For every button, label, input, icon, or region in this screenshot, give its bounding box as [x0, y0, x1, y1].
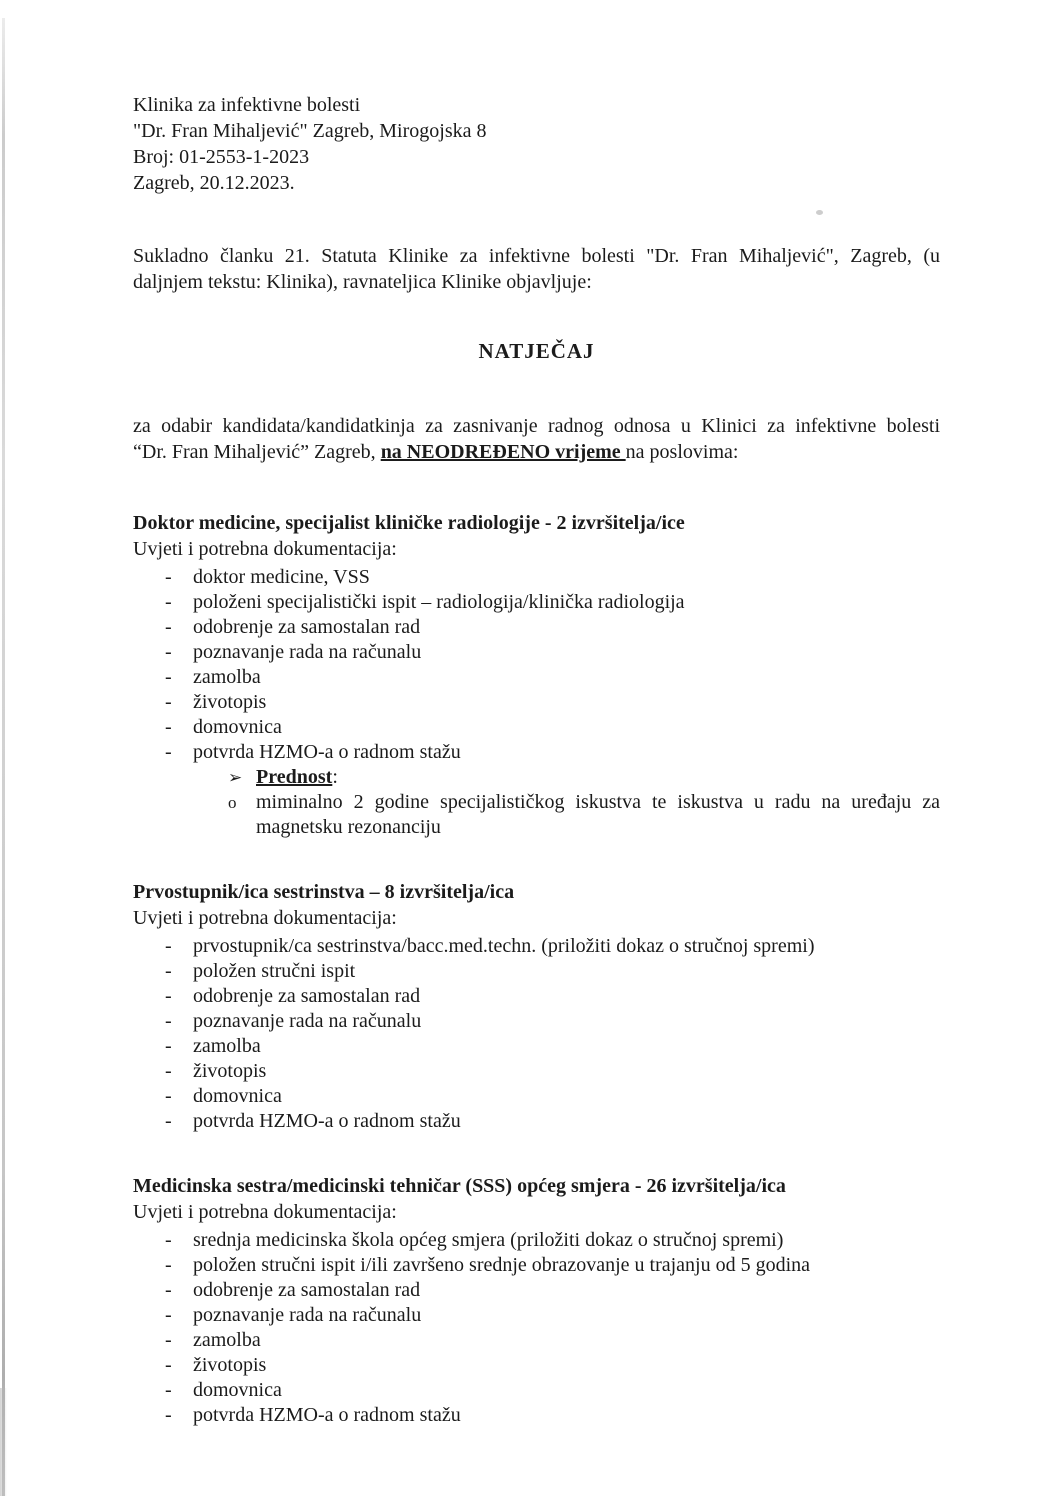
requirement-item — [133, 1378, 940, 1403]
document-title: NATJEČAJ — [478, 339, 595, 363]
dash-bullet: - — [165, 1329, 172, 1351]
advantage-block — [228, 765, 940, 840]
advantage-label-wrap — [256, 765, 338, 790]
requirement-text: poznavanje rada na računalu — [193, 1304, 422, 1326]
dash-bullet: - — [165, 935, 172, 957]
dash-bullet: - — [165, 641, 172, 663]
job-title-heading: Medicinska sestra/medicinski tehničar (SSS) općeg smjera - 26 izvršitelja/ica — [133, 1175, 786, 1197]
requirement-item — [133, 1353, 940, 1378]
requirement-item — [133, 1034, 940, 1059]
requirement-item — [133, 740, 940, 765]
requirement-text: odobrenje za samostalan rad — [193, 616, 421, 638]
requirement-text: položen stručni ispit — [193, 960, 356, 982]
job-section — [133, 510, 940, 840]
advantage-text-line-1: miminalno 2 godine specijalističkog iskustva te iskustva u radu na uređaju za — [256, 791, 940, 813]
requirement-item — [133, 1328, 940, 1353]
letterhead-date: Zagreb, 20.12.2023. — [133, 172, 295, 194]
dash-bullet: - — [165, 1354, 172, 1376]
job-sections — [133, 510, 940, 1428]
dash-bullet: - — [165, 691, 172, 713]
dash-bullet: - — [165, 1404, 172, 1426]
job-section — [133, 879, 940, 1134]
dash-bullet: - — [165, 716, 172, 738]
advantage-colon: : — [332, 766, 338, 788]
requirement-text: zamolba — [193, 1035, 261, 1057]
dash-bullet: - — [165, 741, 172, 763]
subject-line-2-suffix: na poslovima: — [625, 441, 739, 463]
requirement-text: životopis — [193, 1354, 267, 1376]
requirement-text: doktor medicine, VSS — [193, 566, 370, 588]
dash-bullet: - — [165, 1254, 172, 1276]
arrow-bullet-icon: ➢ — [228, 768, 243, 787]
requirement-text: životopis — [193, 1060, 267, 1082]
requirements-intro: Uvjeti i potrebna dokumentacija: — [133, 1201, 397, 1223]
dash-bullet: - — [165, 1229, 172, 1251]
requirement-text: odobrenje za samostalan rad — [193, 985, 421, 1007]
requirement-item — [133, 615, 940, 640]
requirement-item — [133, 1253, 940, 1278]
dash-bullet: - — [165, 1279, 172, 1301]
requirement-item — [133, 1084, 940, 1109]
requirement-text: životopis — [193, 691, 267, 713]
letterhead-address: "Dr. Fran Mihaljević" Zagreb, Mirogojska 8 — [133, 120, 487, 142]
advantage-item — [228, 790, 940, 840]
subject-line-2 — [133, 439, 940, 465]
requirement-text: prvostupnik/ca sestrinstva/bacc.med.techn. (priložiti dokaz o stručnoj spremi) — [193, 935, 815, 957]
requirement-text: domovnica — [193, 716, 282, 738]
requirement-item — [133, 1109, 940, 1134]
dash-bullet: - — [165, 985, 172, 1007]
requirements-list — [133, 1228, 940, 1428]
job-section — [133, 1173, 940, 1428]
requirement-item — [133, 565, 940, 590]
requirement-text: domovnica — [193, 1379, 282, 1401]
requirement-item — [133, 1303, 940, 1328]
requirement-text: poznavanje rada na računalu — [193, 1010, 422, 1032]
dash-bullet: - — [165, 1304, 172, 1326]
job-title-heading: Doktor medicine, specijalist kliničke radiologije - 2 izvršitelja/ice — [133, 512, 685, 534]
requirements-list — [133, 565, 940, 765]
advantage-label: Prednost — [256, 766, 333, 788]
requirement-text: zamolba — [193, 1329, 261, 1351]
letterhead-institution: Klinika za infektivne bolesti — [133, 94, 361, 116]
requirement-text: potvrda HZMO-a o radnom stažu — [193, 741, 461, 763]
dash-bullet: - — [165, 1060, 172, 1082]
advantage-heading — [228, 765, 940, 790]
subject-line-1: za odabir kandidata/kandidatkinja za zasnivanje radnog odnosa u Klinici za infektivne bolesti — [133, 415, 940, 437]
document-content — [133, 92, 940, 1428]
requirement-text: položeni specijalistički ispit – radiologija/klinička radiologija — [193, 591, 685, 613]
requirement-item — [133, 1228, 940, 1253]
requirements-list — [133, 934, 940, 1134]
circle-bullet-icon: o — [228, 793, 237, 812]
requirement-item — [133, 690, 940, 715]
requirement-text: zamolba — [193, 666, 261, 688]
dash-bullet: - — [165, 591, 172, 613]
dash-bullet: - — [165, 666, 172, 688]
letterhead — [133, 92, 940, 196]
requirement-text: potvrda HZMO-a o radnom stažu — [193, 1110, 461, 1132]
job-title-heading: Prvostupnik/ica sestrinstva – 8 izvršitelja/ica — [133, 881, 515, 903]
scan-edge-artifact-dark — [0, 1388, 7, 1496]
dash-bullet: - — [165, 616, 172, 638]
advantage-text-line-2: magnetsku rezonanciju — [256, 816, 441, 838]
subject-line-2-prefix: “Dr. Fran Mihaljević” Zagreb, — [133, 441, 381, 463]
intro-line-1: Sukladno članku 21. Statuta Klinike za infektivne bolesti "Dr. Fran Mihaljević", Zagreb, (u — [133, 245, 940, 267]
advantage-text — [256, 790, 940, 840]
intro-paragraph — [133, 243, 940, 295]
requirement-text: odobrenje za samostalan rad — [193, 1279, 421, 1301]
requirement-item — [133, 1278, 940, 1303]
intro-line-2: daljnjem tekstu: Klinika), ravnateljica Klinike objavljuje: — [133, 271, 592, 293]
requirement-item — [133, 984, 940, 1009]
requirement-item — [133, 934, 940, 959]
requirements-intro: Uvjeti i potrebna dokumentacija: — [133, 907, 397, 929]
scan-edge-artifact — [2, 18, 5, 1496]
requirements-intro: Uvjeti i potrebna dokumentacija: — [133, 538, 397, 560]
requirement-text: položen stručni ispit i/ili završeno srednje obrazovanje u trajanju od 5 godina — [193, 1254, 811, 1276]
requirement-text: domovnica — [193, 1085, 282, 1107]
requirement-item — [133, 959, 940, 984]
requirement-text: potvrda HZMO-a o radnom stažu — [193, 1404, 461, 1426]
dash-bullet: - — [165, 1035, 172, 1057]
requirement-item — [133, 715, 940, 740]
requirement-item — [133, 1009, 940, 1034]
dash-bullet: - — [165, 960, 172, 982]
dash-bullet: - — [165, 1085, 172, 1107]
requirement-item — [133, 1059, 940, 1084]
letterhead-number: Broj: 01-2553-1-2023 — [133, 146, 310, 168]
dash-bullet: - — [165, 566, 172, 588]
dash-bullet: - — [165, 1379, 172, 1401]
dash-bullet: - — [165, 1110, 172, 1132]
dash-bullet: - — [165, 1010, 172, 1032]
requirement-item — [133, 640, 940, 665]
requirement-text: poznavanje rada na računalu — [193, 641, 422, 663]
requirement-text: srednja medicinska škola općeg smjera (priložiti dokaz o stručnoj spremi) — [193, 1229, 784, 1251]
requirement-item — [133, 665, 940, 690]
subject-paragraph — [133, 413, 940, 465]
requirement-item — [133, 590, 940, 615]
requirement-item — [133, 1403, 940, 1428]
emphasis-underlined: na NEODREĐENO vrijeme — [380, 441, 626, 463]
